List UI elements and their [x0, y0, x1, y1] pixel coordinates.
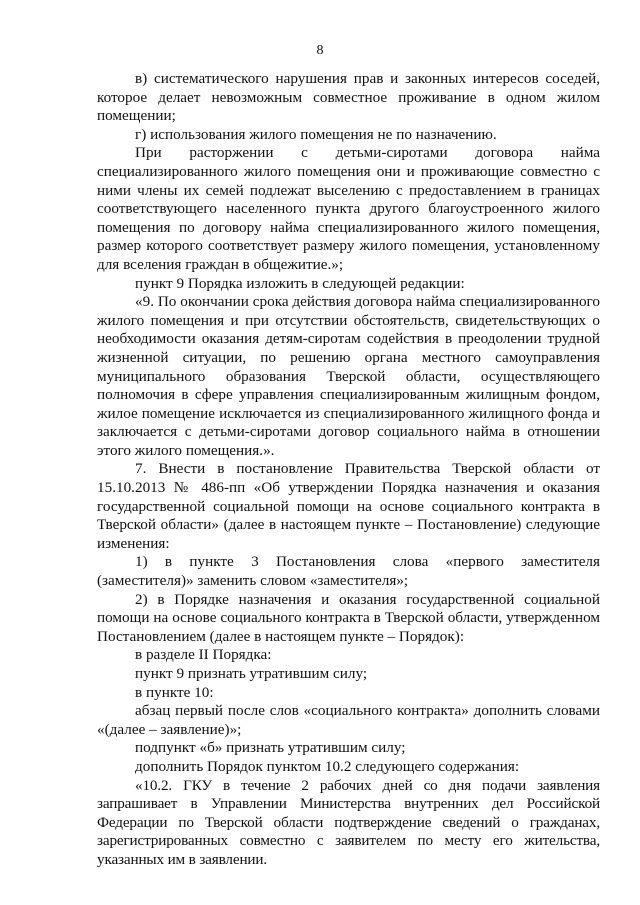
document-body — [97, 70, 600, 870]
paragraph-termination: При расторжении с детьми-сиротами договора найма специализированного жилого помещения они и проживающие совместно с ними члены их семей подлежат выселению с предоставлением в границах соответствующего населенного пункта другого благоустроенного жилого помещения по договору найма специализированного жилого помещения, размер которого соответствует размеру жилого помещения, установленному для вселения граждан в общежитие.»; — [97, 144, 600, 273]
paragraph-subpoint-b: подпункт «б» признать утратившим силу; — [135, 739, 406, 757]
paragraph-subitem-1: 1) в пункте 3 Постановления слова «первого заместителя (заместителя)» заменить словом «заместителя»; — [97, 553, 600, 590]
paragraph-point-9-void: пункт 9 признать утратившим силу; — [135, 665, 368, 682]
paragraph-first-abzac: абзац первый после слов «социального контракта» дополнить словами «(далее – заявление)»; — [97, 702, 600, 738]
paragraph-point-10: в пункте 10: — [135, 683, 214, 701]
page-number: 8 — [316, 43, 324, 58]
paragraph-section-ii: в разделе II Порядка: — [135, 646, 272, 664]
paragraph-10-2-text: «10.2. ГКУ в течение 2 рабочих дней со дня подачи заявления запрашивает в Управлении Министерства внутренних дел Российской Федерации по Тверской области подтверждение сведений о гражданах, зарегистрированных совместно с заявителем по месту его жительства, указанных им в заявлении. — [97, 776, 600, 868]
paragraph-item-g: г) использования жилого помещения не по назначению. — [135, 125, 497, 143]
paragraph-point-9-text: «9. По окончании срока действия договора найма специализированного жилого помещения и при отсутствии обстоятельств, свидетельствующих о необходимости оказания детям-сиротам содействия в преодолении трудной жизненной ситуации, по решению органа местного самоуправления муниципального образования Тверской области, осуществляющего полномочия в сфере управления специализированным жилищным фондом, жилое помещение исключается из специализированного жилищного фонда и заключается с детьми-сиротами договор социального найма в отношении этого жилого помещения.». — [97, 293, 600, 459]
paragraph-item-v: в) систематического нарушения прав и законных интересов соседей, которое делает невозможным совместное проживание в одном жилом помещении; — [97, 70, 600, 125]
paragraph-point-9-intro: пункт 9 Порядка изложить в следующей редакции: — [135, 274, 465, 292]
paragraph-section-7: 7. Внести в постановление Правительства Тверской области от 15.10.2013 № 486-пп «Об утверждении Порядка назначения и оказания государственной социальной помощи на основе социального контракта в Тверской области» (далее в настоящем пункте – Постановление) следующие изменения: — [97, 460, 600, 552]
paragraph-subitem-2: 2) в Порядке назначения и оказания государственной социальной помощи на основе социального контракта в Тверской области, утвержденном Постановлением (далее в настоящем пункте – Порядок): — [97, 590, 600, 645]
paragraph-add-10-2: дополнить Порядок пунктом 10.2 следующего содержания: — [135, 757, 520, 775]
